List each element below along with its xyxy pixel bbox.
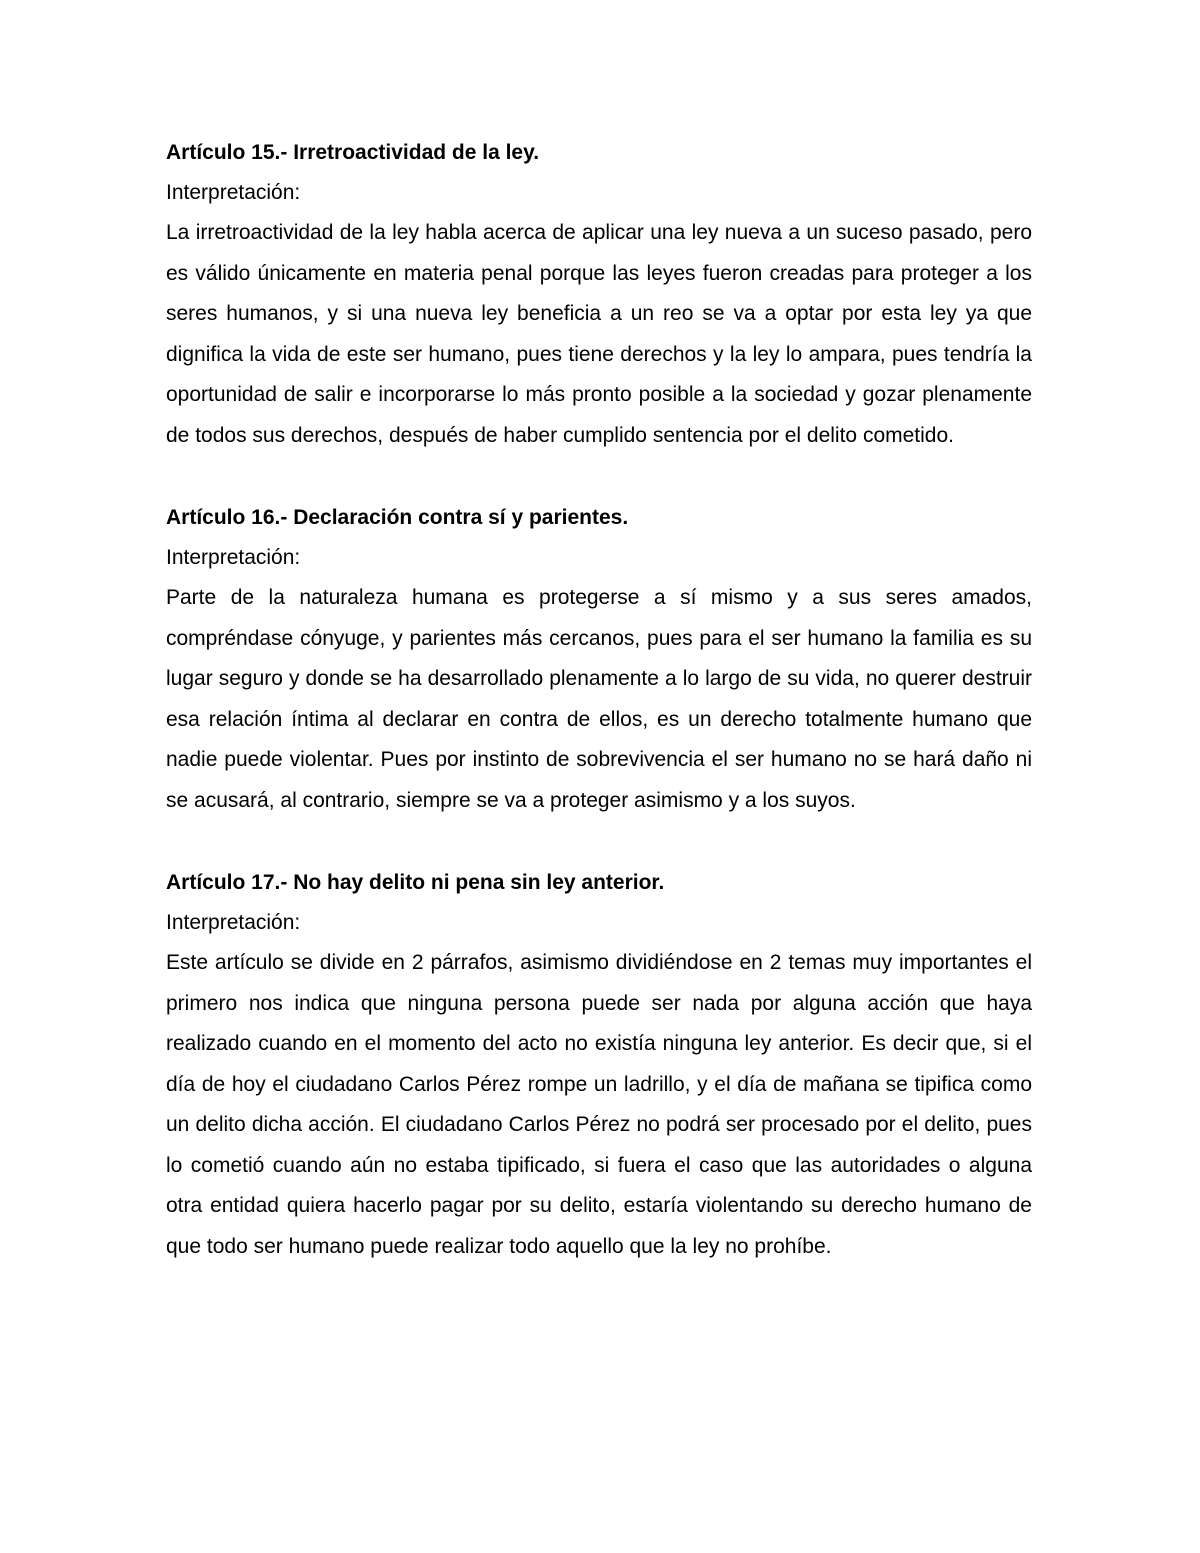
article-title: Artículo 16.- Declaración contra sí y parientes. [166, 506, 629, 529]
article-body: Parte de la naturaleza humana es protegerse a sí mismo y a sus seres amados, compréndase cónyuge, y parientes más cercanos, pues para el ser humano la familia es su lugar seguro y donde se ha desarrollado plenamente a lo largo de su vida, no querer destruir esa relación íntima al declarar en contra de ellos, es un derecho totalmente humano que nadie puede violentar. Pues por instinto de sobrevivencia el ser humano no se hará daño ni se acusará, al contrario, siempre se va a proteger asimismo y a los suyos. [166, 586, 1032, 812]
article-body: Este artículo se divide en 2 párrafos, asimismo dividiéndose en 2 temas muy importantes el primero nos indica que ninguna persona puede ser nada por alguna acción que haya realizado cuando en el momento del acto no existía ninguna ley anterior. Es decir que, si el día de hoy el ciudadano Carlos Pérez rompe un ladrillo, y el día de mañana se tipifica como un delito dicha acción. El ciudadano Carlos Pérez no podrá ser procesado por el delito, pues lo cometió cuando aún no estaba tipificado, si fuera el caso que las autoridades o alguna otra entidad quiera hacerlo pagar por su delito, estaría violentando su derecho humano de que todo ser humano puede realizar todo aquello que la ley no prohíbe. [166, 951, 1032, 1258]
interpretation-label: Interpretación: [166, 911, 301, 934]
article-title: Artículo 17.- No hay delito ni pena sin ley anterior. [166, 871, 665, 894]
interpretation-label: Interpretación: [166, 546, 301, 569]
article-title: Artículo 15.- Irretroactividad de la ley. [166, 141, 540, 164]
article-body: La irretroactividad de la ley habla acerca de aplicar una ley nueva a un suceso pasado, pero es válido únicamente en materia penal porque las leyes fueron creadas para proteger a los seres humanos, y si una nueva ley beneficia a un reo se va a optar por esta ley ya que dignifica la vida de este ser humano, pues tiene derechos y la ley lo ampara, pues tendría la oportunidad de salir e incorporarse lo más pronto posible a la sociedad y gozar plenamente de todos sus derechos, después de haber cumplido sentencia por el delito cometido. [166, 221, 1032, 447]
article-17 [166, 863, 1032, 1267]
article-16 [166, 498, 1032, 821]
interpretation-label: Interpretación: [166, 181, 301, 204]
document-page [166, 133, 1032, 1309]
article-15 [166, 133, 1032, 456]
